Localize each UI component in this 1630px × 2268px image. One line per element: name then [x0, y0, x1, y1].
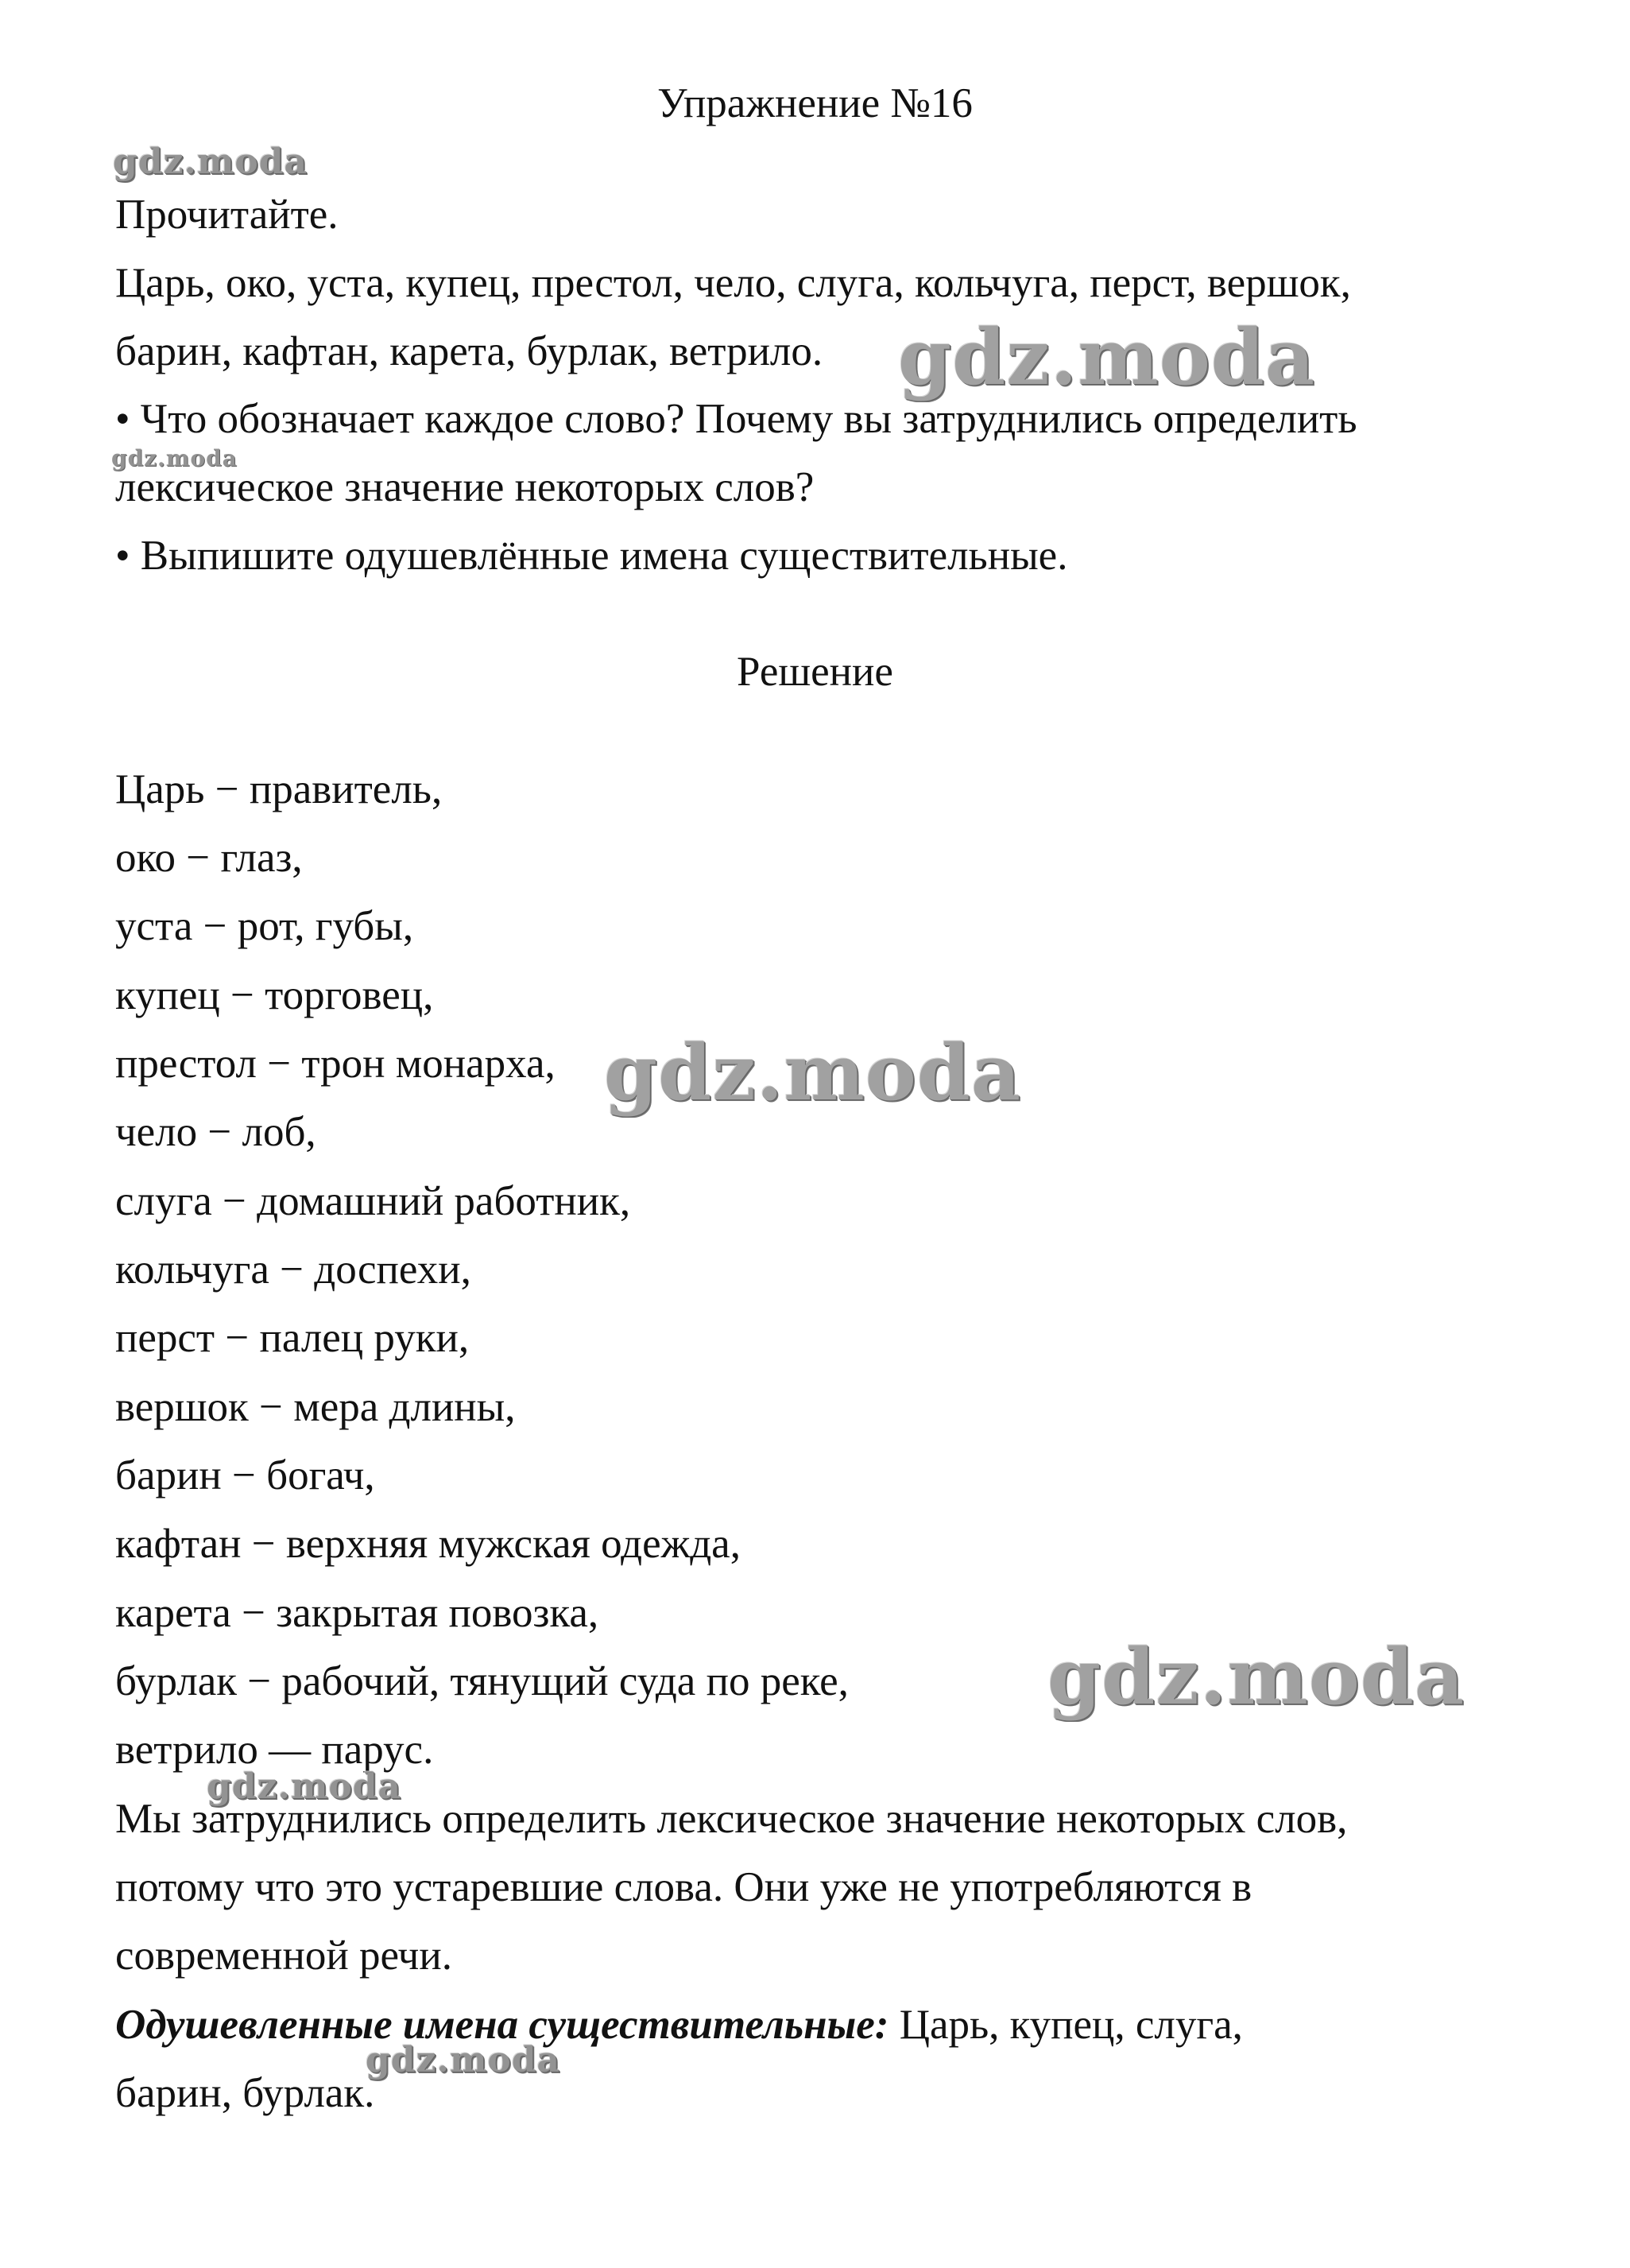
definition-item: перст − палец руки,	[115, 1315, 470, 1361]
definition-item: уста − рот, губы,	[115, 903, 414, 949]
definition-item: слуга − домашний работник,	[115, 1178, 631, 1224]
watermark-logo: gdz.moda	[366, 2040, 561, 2080]
watermark-logo: gdz.moda	[898, 312, 1316, 402]
explanation-line-1: Мы затруднились определить лексическое значение некоторых слов,	[115, 1796, 1348, 1842]
watermark-logo: gdz.moda	[207, 1766, 402, 1807]
explanation-line-3: современной речи.	[115, 1933, 452, 1979]
definition-item: Царь − правитель,	[115, 766, 443, 812]
task-words-line-2: барин, кафтан, карета, бурлак, ветрило.	[115, 328, 823, 374]
definition-item: купец − торговец,	[115, 972, 434, 1018]
watermark-logo: gdz.moda	[111, 445, 238, 471]
definition-item: кольчуга − доспехи,	[115, 1246, 471, 1293]
definition-item: престол − трон монарха,	[115, 1041, 556, 1087]
definition-item: карета − закрытая повозка,	[115, 1590, 599, 1636]
definition-item: бурлак − рабочий, тянущий суда по реке,	[115, 1658, 849, 1704]
definition-item: барин − богач,	[115, 1452, 375, 1498]
watermark-logo: gdz.moda	[113, 142, 308, 182]
watermark-logo: gdz.moda	[604, 1028, 1022, 1118]
page-title: Упражнение №16	[657, 80, 973, 126]
task-question-2: • Выпишите одушевлённые имена существительные.	[115, 533, 1068, 579]
definition-item: кафтан − верхняя мужская одежда,	[115, 1521, 741, 1567]
definition-item: чело − лоб,	[115, 1109, 316, 1155]
definition-item: ветрило — парус.	[115, 1727, 434, 1773]
task-question-1-line-1: • Что обозначает каждое слово? Почему вы затруднились определить	[115, 396, 1357, 442]
definition-item: око − глаз,	[115, 835, 303, 881]
explanation-line-2: потому что это устаревшие слова. Они уже не употребляются в	[115, 1864, 1253, 1910]
answer-line-1	[115, 1999, 1243, 2050]
answer-label: Одушевленные имена существительные:	[115, 2002, 889, 2048]
definition-item: вершок − мера длины,	[115, 1384, 516, 1430]
watermark-logo: gdz.moda	[1047, 1632, 1465, 1722]
task-question-1-line-2: лексическое значение некоторых слов?	[115, 464, 815, 510]
solution-heading: Решение	[737, 649, 893, 695]
answer-words-part-1: Царь, купец, слуга,	[889, 2002, 1243, 2048]
task-instruction: Прочитайте.	[115, 192, 339, 238]
task-words-line-1: Царь, око, уста, купец, престол, чело, слуга, кольчуга, перст, вершок,	[115, 260, 1351, 306]
answer-line-2: барин, бурлак.	[115, 2070, 375, 2116]
